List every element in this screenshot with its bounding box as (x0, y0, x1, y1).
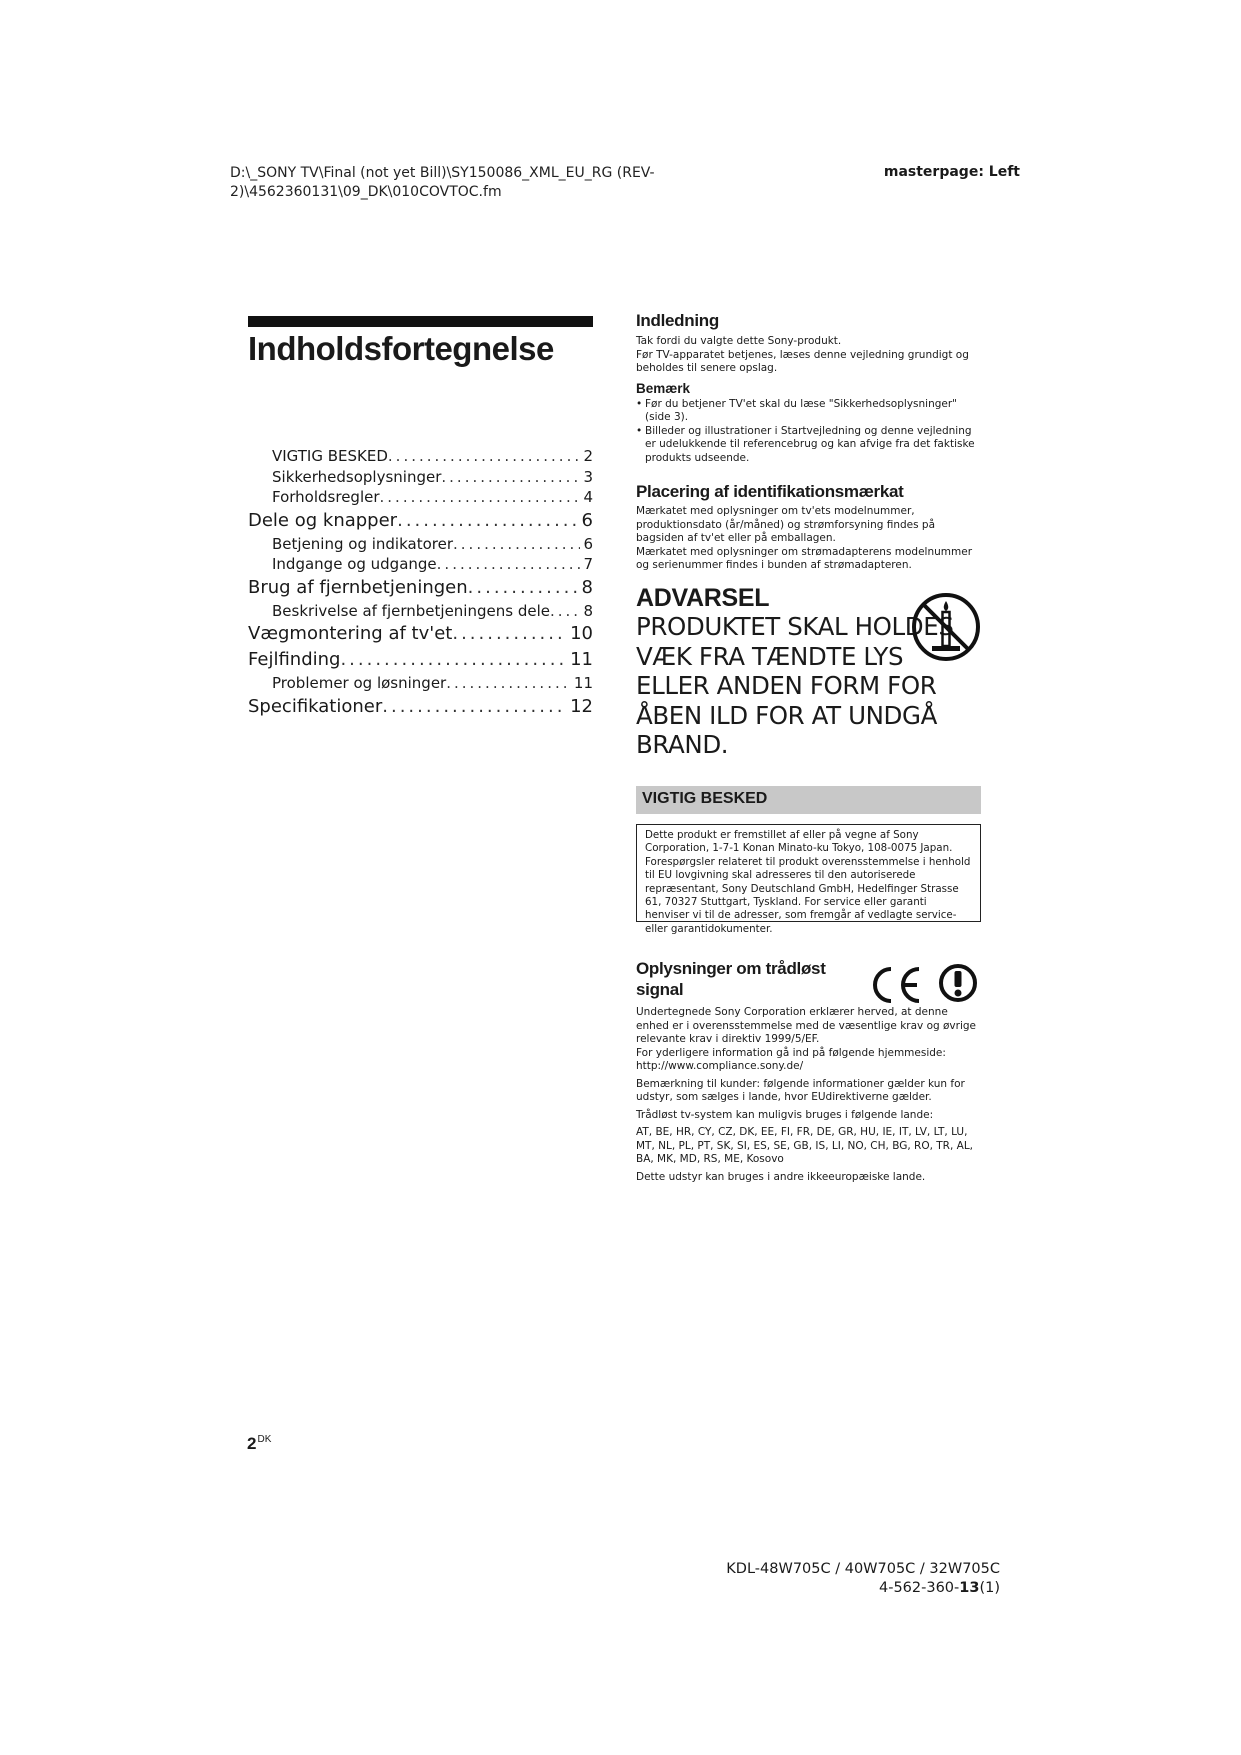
toc-list (248, 446, 593, 720)
toc-title: Indholdsfortegnelse (248, 330, 554, 367)
page-number: $2^{DK}$ (247, 1434, 272, 1453)
toc-entry[interactable]: Brug af fjernbetjeningen ..... 8 (248, 575, 593, 601)
wireless-text: For yderligere information gå ind på følgende hjemmeside: (636, 1046, 946, 1059)
toc-entry[interactable]: Specifikationer ..... 12 (248, 694, 593, 720)
no-candle-icon (910, 591, 982, 663)
toc-entry[interactable]: Beskrivelse af fjernbetjeningens dele ..... 8 (248, 601, 593, 622)
compliance-url[interactable]: http://www.compliance.sony.de/ (636, 1060, 804, 1072)
toc-entry[interactable]: Sikkerhedsoplysninger ..... 3 (248, 467, 593, 488)
placement-text: Mærkatet med oplysninger om strømadapterens modelnummer og serienummer findes i bunden af strømadapteren. (636, 545, 973, 571)
file-path: D:\_SONY TV\Final (not yet Bill)\SY150086_XML_EU_RG (REV-2)\4562360131\09_DK\010COVTOC.fm (230, 165, 655, 200)
warning-heading: ADVARSEL (636, 584, 770, 612)
note-list (636, 398, 981, 466)
masterpage-label: masterpage: Left (883, 164, 1020, 180)
intro-section (636, 310, 981, 465)
placement-heading: Placering af identifikationsmærkat (636, 482, 904, 501)
notice-bar (636, 786, 981, 814)
toc-rule (248, 316, 593, 327)
intro-line: Tak fordi du valgte dette Sony-produkt. (636, 335, 842, 347)
notice-box: Dette produkt er fremstillet af eller på vegne af Sony Corporation, 1-7-1 Konan Minato-ku Tokyo, 108-0075 Japan. Forespørgsler relateret til produkt overensstemmelse i henhold til EU lovgivning skal adresseres til den autoriserede repræsentant, Sony Deutschland GmbH, Hedelfinger Strasse 61, 70327 Stuttgart, Tyskland. For service eller garanti henviser vi til de adresser, som fremgår af vedlagte service- eller garantidokumenter. (636, 824, 981, 922)
toc-entry[interactable]: Vægmontering af tv'et ..... 10 (248, 621, 593, 647)
wireless-heading: Oplysninger om trådløst signal (636, 959, 826, 999)
country-list: AT, BE, HR, CY, CZ, DK, EE, FI, FR, DE, GR, HU, IE, IT, LV, LT, LU, MT, NL, PL, PT, SK, SI, ES, SE, GB, IS, LI, NO, CH, BG, RO, TR, AL, BA, MK, MD, RS, ME, Kosovo (636, 1126, 974, 1165)
placement-text: Mærkatet med oplysninger om tv'ets modelnummer, produktionsdato (år/måned) og strømforsyning findes på bagsiden af tv'et eller på emballagen. (636, 505, 936, 544)
intro-heading: Indledning (636, 311, 719, 330)
toc-entry[interactable]: Problemer og løsninger ..... 11 (248, 673, 593, 694)
wireless-text: Undertegnede Sony Corporation erklærer herved, at denne enhed er i overensstemmelse med de væsentlige krav og øvrige relevante krav i direktiv 1999/5/EF. (636, 1006, 977, 1045)
placement-section (636, 481, 981, 573)
list-item: • Før du betjener TV'et skal du læse "Sikkerhedsoplysninger" (side 3). (636, 398, 981, 425)
toc-entry[interactable]: VIGTIG BESKED ..... 2 (248, 446, 593, 467)
warning-text: PRODUKTET SKAL HOLDES VÆK FRA TÆNDTE LYS ELLER ANDEN FORM FOR ÅBEN ILD FOR AT UNDGÅ BRAND. (636, 612, 954, 759)
list-item: • Billeder og illustrationer i Startvejledning og denne vejledning er udelukkende til referencebrug og kan afvige fra det faktiske produkts udseende. (636, 425, 981, 466)
toc-entry[interactable]: Betjening og indikatorer ..... 6 (248, 534, 593, 555)
toc-entry[interactable]: Dele og knapper ..... 6 (248, 508, 593, 534)
wireless-text: Dette udstyr kan bruges i andre ikkeeuropæiske lande. (636, 1170, 926, 1183)
wireless-text: Trådløst tv-system kan muligvis bruges i følgende lande: (636, 1108, 934, 1121)
notice-heading: VIGTIG BESKED (642, 790, 768, 807)
toc-entry[interactable]: Forholdsregler ..... 4 (248, 487, 593, 508)
intro-line: Før TV-apparatet betjenes, læses denne vejledning grundigt og beholdes til senere opslag. (636, 348, 969, 374)
toc-entry[interactable]: Indgange og udgange ..... 7 (248, 554, 593, 575)
toc-entry[interactable]: Fejlfinding ..... 11 (248, 647, 593, 673)
footer (700, 1560, 1000, 1598)
alert-icon (938, 963, 978, 1003)
doc-code: 4-562-360-13(1) (878, 1580, 1000, 1596)
wireless-body (636, 1006, 981, 1188)
wireless-text: Bemærkning til kunder: følgende informationer gælder kun for udstyr, som sælges i lande, hvor EUdirektiverne gælder. (636, 1077, 965, 1103)
model-numbers: KDL-48W705C / 40W705C / 32W705C (726, 1561, 1000, 1577)
note-heading: Bemærk (636, 380, 691, 396)
ce-mark-icon (870, 964, 924, 1006)
